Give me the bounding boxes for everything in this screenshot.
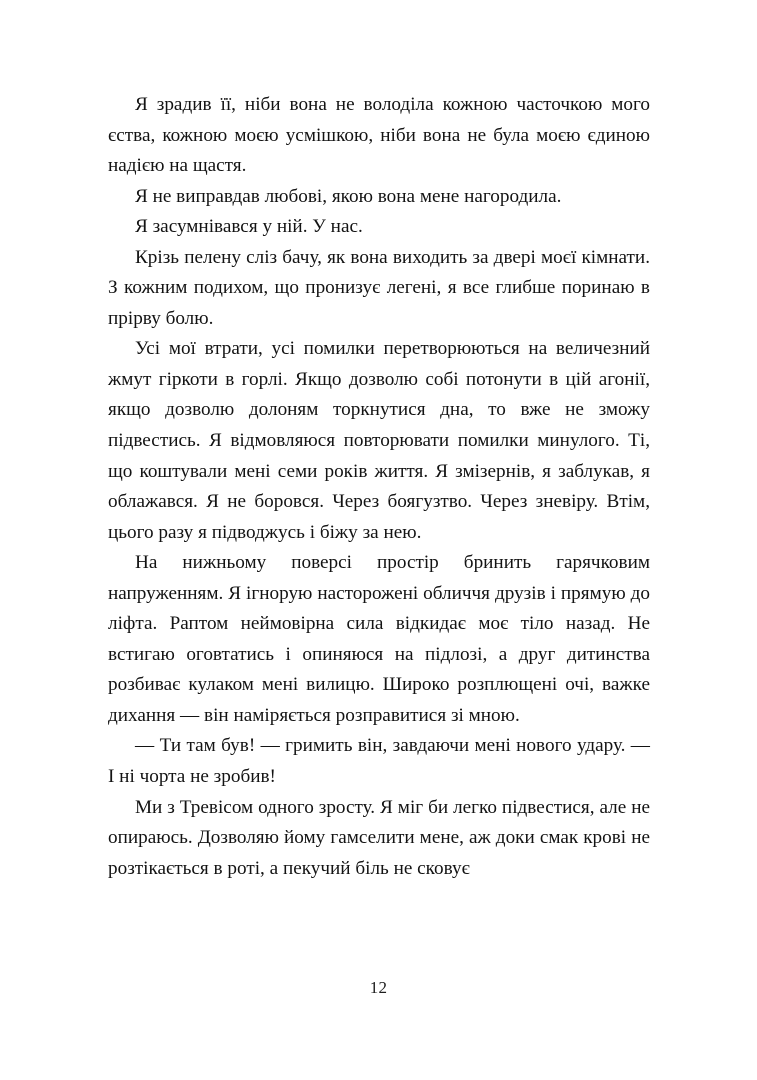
paragraph: Ми з Тревісом одного зросту. Я міг би легко підвестися, але не опираюсь. Дозволяю йому гамселити мене, аж доки смак крові не розтікається в роті, а пекучий біль не сковує (108, 796, 650, 879)
paragraph: Я не виправдав любові, якою вона мене нагородила. (135, 185, 562, 207)
paragraph: Усі мої втрати, усі помилки перетворюються на величезний жмут гіркоти в горлі. Якщо дозволю собі потонути в цій агонії, якщо дозволю долоням торкнутися дна, то вже не зможу підвестись. Я відмовляюся повторювати помилки минулого. Ті, що коштували мені семи років життя. Я змізернів, я заблукав, я облажався. Я не боровся. Через боягузтво. Через зневіру. Втім, цього разу я підводжусь і біжу за нею. (108, 338, 650, 543)
paragraph: На нижньому поверсі простір бринить гарячковим напруженням. Я ігнорую насторожені обличчя друзів і прямую до ліфта. Раптом неймовірна сила відкидає моє тіло назад. Не встигаю оговтатись і опиняюся на підлозі, а друг дитинства розбиває кулаком мені вилицю. Широко розплющені очі, важке дихання — він наміряється розправитися зі мною. (108, 552, 650, 726)
paragraph: Крізь пелену сліз бачу, як вона виходить за двері моєї кімнати. З кожним подихом, що пронизує легені, я все глибше поринаю в прірву болю. (108, 246, 650, 329)
page-body-text (108, 90, 650, 884)
page-number: 12 (369, 978, 388, 997)
paragraph: Я зрадив її, ніби вона не володіла кожною часточкою мого єства, кожною моєю усмішкою, ніби вона не була моєю єдиною надією на щастя. (108, 94, 650, 177)
paragraph: Я засумнівався у ній. У нас. (135, 216, 363, 238)
paragraph: — Ти там був! — гримить він, завдаючи мені нового удару. — І ні чорта не зробив! (108, 735, 650, 788)
